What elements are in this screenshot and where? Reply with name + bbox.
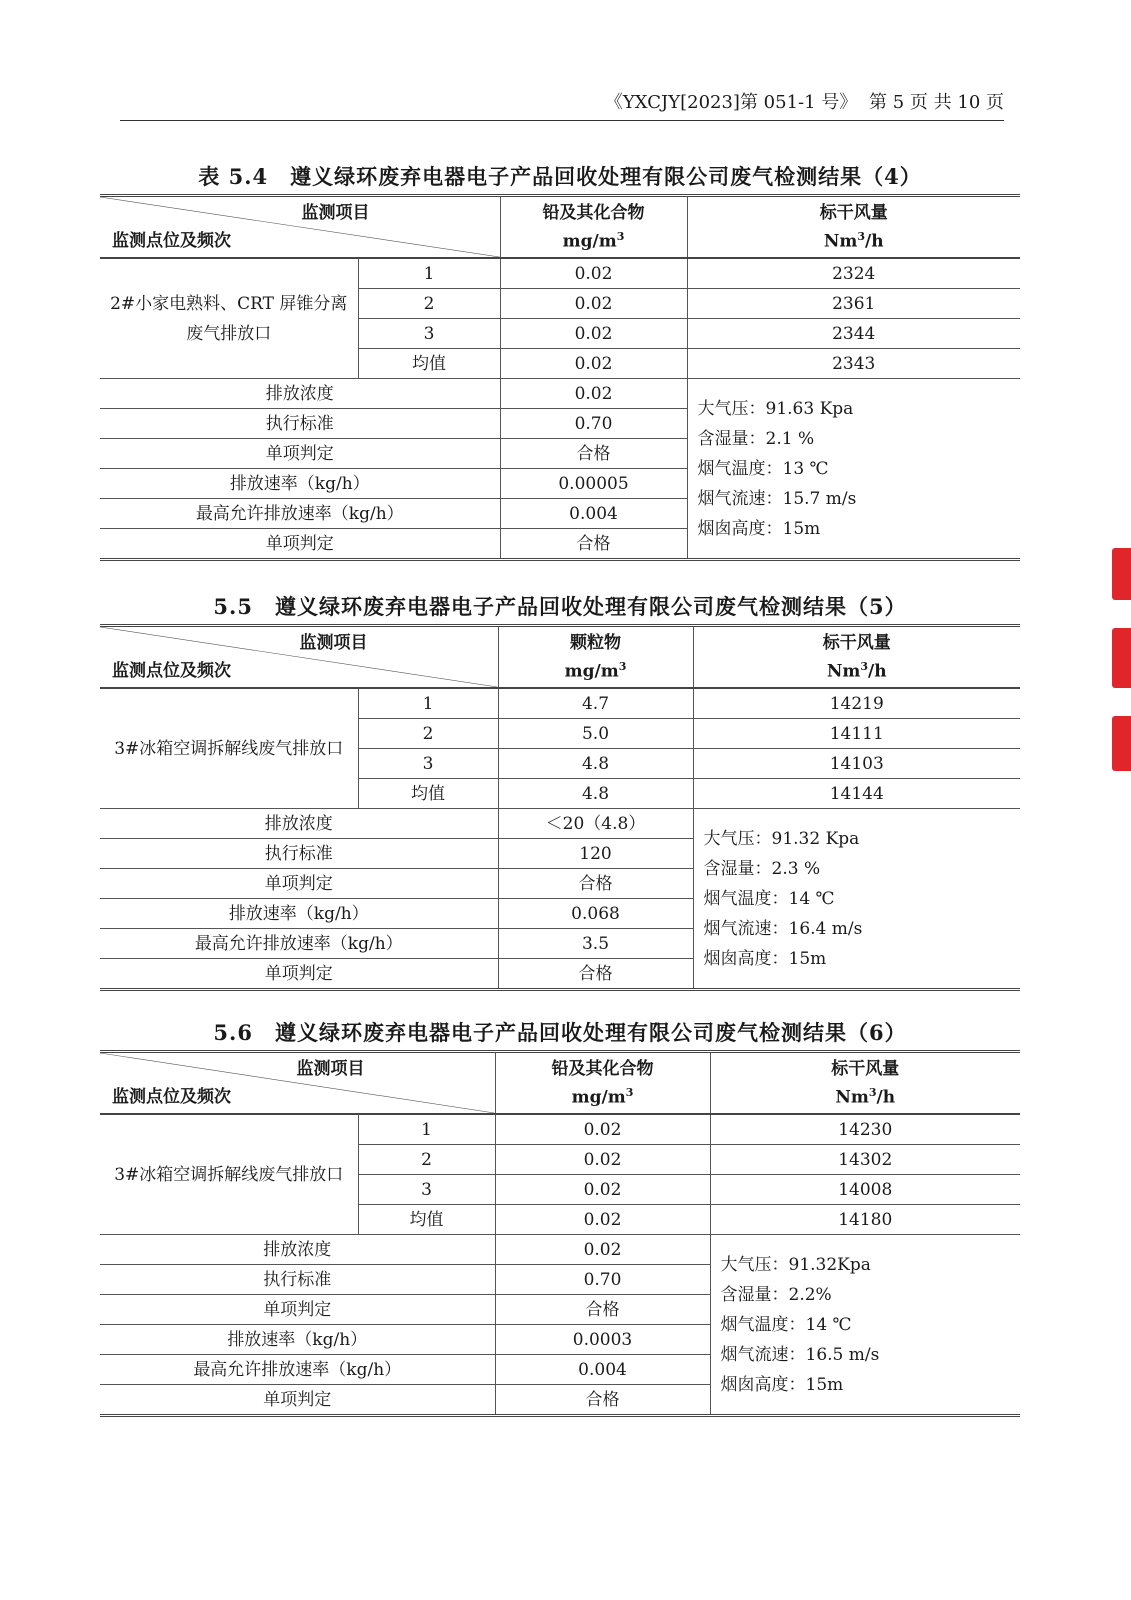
summary-value: 0.70: [495, 1265, 710, 1295]
frequency-cell: 均值: [358, 349, 500, 379]
monitoring-location: 3#冰箱空调拆解线废气排放口: [100, 688, 358, 809]
condition-line: 烟囱高度：15m: [720, 1374, 844, 1395]
flow-cell: 14302: [710, 1145, 1020, 1175]
value-cell: 0.02: [500, 349, 687, 379]
flow-header: [710, 1052, 1020, 1115]
condition-line: 烟囱高度：15m: [697, 518, 821, 539]
summary-label: 执行标准: [100, 409, 500, 439]
summary-label: 排放速率（kg/h）: [100, 1325, 495, 1355]
flow-cell: 14144: [693, 779, 1020, 809]
summary-value: 0.02: [495, 1235, 710, 1265]
value-cell: 0.02: [495, 1205, 710, 1235]
value-cell: 0.02: [500, 319, 687, 349]
monitoring-location: 2#小家电熟料、CRT 屏锥分离废气排放口: [100, 258, 358, 379]
condition-line: 烟气流速：16.5 m/s: [720, 1344, 880, 1365]
summary-value: 合格: [495, 1295, 710, 1325]
summary-value: 0.0003: [495, 1325, 710, 1355]
flow-header: [687, 196, 1020, 259]
pollutant-unit: mg/m: [562, 231, 617, 252]
summary-label: 单项判定: [100, 959, 498, 990]
table-row: [100, 1114, 1020, 1145]
value-cell: 5.0: [498, 719, 693, 749]
page-indicator: 第 5 页 共 10 页: [869, 92, 1004, 113]
flow-unit: Nm: [835, 1087, 869, 1108]
frequency-cell: 1: [358, 258, 500, 289]
summary-value: 0.068: [498, 899, 693, 929]
flow-cell: 2361: [687, 289, 1020, 319]
summary-value: 0.004: [495, 1355, 710, 1385]
flow-cell: 14219: [693, 688, 1020, 719]
table-row: [100, 258, 1020, 289]
condition-line: 大气压：91.32 Kpa: [703, 828, 860, 849]
table-row: [100, 688, 1020, 719]
table-section-3: [100, 1016, 1020, 1417]
summary-value: 合格: [500, 529, 687, 560]
diagonal-header-cell: [100, 626, 498, 689]
summary-row: [100, 809, 1020, 839]
condition-line: 含湿量：2.3 %: [703, 858, 821, 879]
red-seal-fragment: [1108, 548, 1131, 778]
flow-cell: 2324: [687, 258, 1020, 289]
flow-name: 标干风量: [819, 202, 888, 223]
summary-value: 合格: [498, 959, 693, 990]
summary-row: [100, 1235, 1020, 1265]
summary-label: 最高允许排放速率（kg/h）: [100, 499, 500, 529]
summary-label: 单项判定: [100, 869, 498, 899]
condition-line: 烟囱高度：15m: [703, 948, 827, 969]
flow-cell: 14008: [710, 1175, 1020, 1205]
results-table: [100, 624, 1020, 991]
diagonal-header-cell: [100, 1052, 495, 1115]
unit-superscript: 3: [857, 229, 866, 243]
summary-value: 合格: [500, 439, 687, 469]
summary-label: 执行标准: [100, 839, 498, 869]
summary-label: 执行标准: [100, 1265, 495, 1295]
frequency-cell: 均值: [358, 1205, 495, 1235]
condition-line: 烟气流速：15.7 m/s: [697, 488, 857, 509]
flow-cell: 2344: [687, 319, 1020, 349]
value-cell: 0.02: [495, 1175, 710, 1205]
table-header-row: [100, 626, 1020, 689]
flow-cell: 14230: [710, 1114, 1020, 1145]
flow-header: [693, 626, 1020, 689]
stack-conditions: [693, 809, 1020, 990]
condition-line: 含湿量：2.1 %: [697, 428, 815, 449]
condition-line: 大气压：91.63 Kpa: [697, 398, 854, 419]
flow-cell: 2343: [687, 349, 1020, 379]
unit-superscript: 3: [860, 659, 869, 673]
table-title: 表 5.4 遵义绿环废弃电器电子产品回收处理有限公司废气检测结果（4）: [198, 164, 922, 189]
value-cell: 0.02: [500, 289, 687, 319]
condition-line: 烟气温度：13 ℃: [697, 458, 829, 479]
summary-value: 合格: [498, 869, 693, 899]
summary-row: [100, 379, 1020, 409]
flow-unit-tail: /h: [868, 661, 887, 682]
value-cell: 4.8: [498, 749, 693, 779]
flow-unit: Nm: [823, 231, 858, 252]
summary-value: 0.02: [500, 379, 687, 409]
condition-line: 大气压：91.32Kpa: [720, 1254, 871, 1275]
flow-unit-tail: /h: [876, 1087, 896, 1108]
location-header: 监测点位及频次: [112, 1087, 231, 1107]
document-number: 《YXCJY[2023]第 051-1 号》: [604, 92, 858, 113]
item-header: 监测项目: [296, 1059, 365, 1079]
summary-value: ＜20（4.8）: [498, 809, 693, 839]
frequency-cell: 2: [358, 289, 500, 319]
summary-label: 单项判定: [100, 1295, 495, 1325]
pollutant-header: [498, 626, 693, 689]
results-table: [100, 194, 1020, 561]
stack-conditions: [687, 379, 1020, 560]
pollutant-name: 铅及其化合物: [551, 1058, 654, 1079]
table-title: 5.5 遵义绿环废弃电器电子产品回收处理有限公司废气检测结果（5）: [213, 594, 907, 619]
summary-label: 排放浓度: [100, 809, 498, 839]
monitoring-location: 3#冰箱空调拆解线废气排放口: [100, 1114, 358, 1235]
summary-label: 排放速率（kg/h）: [100, 899, 498, 929]
table-header-row: [100, 1052, 1020, 1115]
summary-label: 排放速率（kg/h）: [100, 469, 500, 499]
summary-label: 最高允许排放速率（kg/h）: [100, 1355, 495, 1385]
pollutant-header: [500, 196, 687, 259]
table-title: 5.6 遵义绿环废弃电器电子产品回收处理有限公司废气检测结果（6）: [213, 1020, 907, 1045]
location-header: 监测点位及频次: [112, 661, 231, 681]
unit-superscript: 3: [868, 1085, 877, 1099]
value-cell: 0.02: [495, 1145, 710, 1175]
item-header: 监测项目: [299, 633, 368, 653]
flow-unit-tail: /h: [865, 231, 884, 252]
pollutant-name: 铅及其化合物: [542, 202, 645, 223]
value-cell: 0.02: [500, 258, 687, 289]
frequency-cell: 2: [358, 719, 498, 749]
value-cell: 0.02: [495, 1114, 710, 1145]
unit-superscript: 3: [618, 659, 627, 673]
item-header: 监测项目: [301, 203, 370, 223]
results-table: [100, 1050, 1020, 1417]
summary-label: 排放浓度: [100, 1235, 495, 1265]
summary-label: 单项判定: [100, 1385, 495, 1416]
condition-line: 含湿量：2.2%: [720, 1284, 832, 1305]
value-cell: 4.8: [498, 779, 693, 809]
summary-value: 0.00005: [500, 469, 687, 499]
summary-label: 最高允许排放速率（kg/h）: [100, 929, 498, 959]
frequency-cell: 3: [358, 1175, 495, 1205]
diagonal-header-cell: [100, 196, 500, 259]
pollutant-unit: mg/m: [564, 661, 619, 682]
summary-value: 0.004: [500, 499, 687, 529]
condition-line: 烟气温度：14 ℃: [703, 888, 835, 909]
flow-cell: 14103: [693, 749, 1020, 779]
summary-value: 3.5: [498, 929, 693, 959]
frequency-cell: 3: [358, 749, 498, 779]
pollutant-name: 颗粒物: [570, 632, 621, 653]
frequency-cell: 均值: [358, 779, 498, 809]
location-header: 监测点位及频次: [112, 231, 231, 251]
summary-value: 120: [498, 839, 693, 869]
table-header-row: [100, 196, 1020, 259]
pollutant-header: [495, 1052, 710, 1115]
unit-superscript: 3: [616, 229, 625, 243]
frequency-cell: 3: [358, 319, 500, 349]
frequency-cell: 1: [358, 688, 498, 719]
condition-line: 烟气温度：14 ℃: [720, 1314, 852, 1335]
page-header: [120, 88, 1004, 121]
summary-label: 排放浓度: [100, 379, 500, 409]
summary-label: 单项判定: [100, 439, 500, 469]
stack-conditions: [710, 1235, 1020, 1416]
flow-cell: 14180: [710, 1205, 1020, 1235]
table-section-1: [100, 160, 1020, 561]
frequency-cell: 2: [358, 1145, 495, 1175]
flow-name: 标干风量: [831, 1058, 900, 1079]
unit-superscript: 3: [625, 1085, 634, 1099]
flow-unit: Nm: [826, 661, 861, 682]
table-section-2: [100, 590, 1020, 991]
summary-label: 单项判定: [100, 529, 500, 560]
flow-cell: 14111: [693, 719, 1020, 749]
summary-value: 合格: [495, 1385, 710, 1416]
value-cell: 4.7: [498, 688, 693, 719]
frequency-cell: 1: [358, 1114, 495, 1145]
summary-value: 0.70: [500, 409, 687, 439]
pollutant-unit: mg/m: [571, 1087, 626, 1108]
flow-name: 标干风量: [822, 632, 891, 653]
condition-line: 烟气流速：16.4 m/s: [703, 918, 863, 939]
